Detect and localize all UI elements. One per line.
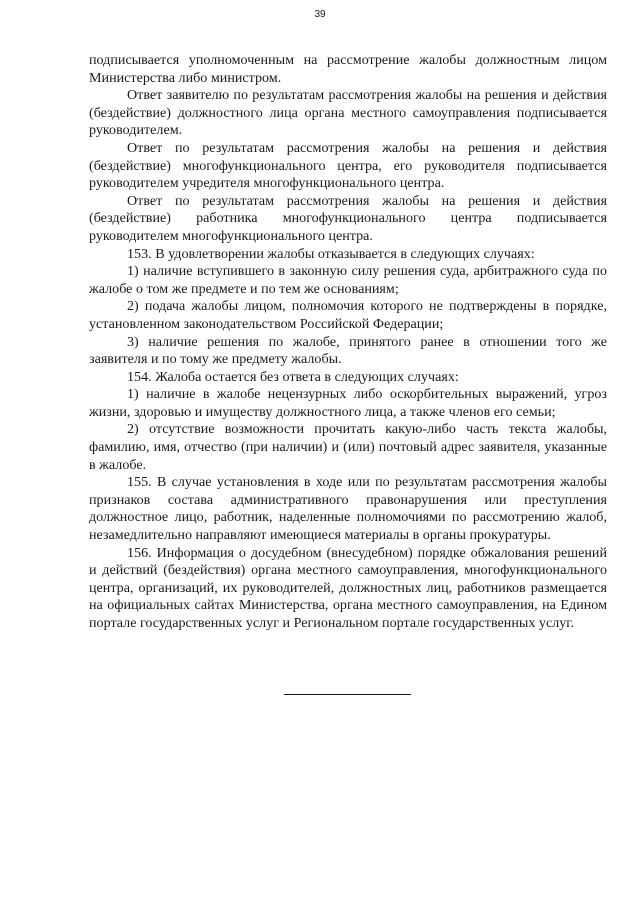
paragraph-155: 155. В случае установления в ходе или по результатам рассмотрения жалобы признаков состава административного правонарушения или преступления должностное лицо, работник, наделенные полномочиями по рассмотрению жалоб, незамедлительно направляют имеющиеся материалы в органы прокуратуры. xyxy=(89,474,607,544)
document-body xyxy=(89,52,607,633)
paragraph-reply-mfc-employee: Ответ по результатам рассмотрения жалобы на решения и действия (бездействие) работника многофункционального центра подписывается руководителем многофункционального центра. xyxy=(89,192,607,244)
paragraph-reply-local-government: Ответ заявителю по результатам рассмотрения жалобы на решения и действия (бездействие) должностного лица органа местного самоуправления подписывается руководителем. xyxy=(89,87,607,139)
paragraph-continuation: подписывается уполномоченным на рассмотрение жалобы должностным лицом Министерства либо министром. xyxy=(89,52,607,86)
paragraph-154-item-1: 1) наличие в жалобе нецензурных либо оскорбительных выражений, угроз жизни, здоровью и имуществу должностного лица, а также членов его семьи; xyxy=(89,386,607,420)
end-separator-line xyxy=(284,694,411,695)
paragraph-153-item-1: 1) наличие вступившего в законную силу решения суда, арбитражного суда по жалобе о том же предмете и по тем же основаниям; xyxy=(89,263,607,297)
paragraph-154-item-2: 2) отсутствие возможности прочитать какую-либо часть текста жалобы, фамилию, имя, отчество (при наличии) и (или) почтовый адрес заявителя, указанные в жалобе. xyxy=(89,421,607,473)
paragraph-153: 153. В удовлетворении жалобы отказывается в следующих случаях: xyxy=(127,245,535,262)
paragraph-153-item-2: 2) подача жалобы лицом, полномочия которого не подтверждены в порядке, установленном законодательством Российской Федерации; xyxy=(89,298,607,332)
paragraph-153-item-3: 3) наличие решения по жалобе, принятого ранее в отношении того же заявителя и по тому же предмету жалобы. xyxy=(89,333,607,368)
paragraph-156: 156. Информация о досудебном (внесудебном) порядке обжалования решений и действий (бездействия) органа местного самоуправления, многофункционального центра, организаций, их руководителей, должностных лиц, работников размещается на официальных сайтах Министерства, органа местного самоуправления, на Едином портале государственных услуг и Региональном портале государственных услуг. xyxy=(89,544,607,631)
paragraph-reply-mfc: Ответ по результатам рассмотрения жалобы на решения и действия (бездействие) многофункционального центра, его руководителя подписывается руководителем учредителя многофункционального центра. xyxy=(89,139,607,192)
page-number: 39 xyxy=(314,9,326,20)
paragraph-154: 154. Жалоба остается без ответа в следующих случаях: xyxy=(127,368,459,385)
